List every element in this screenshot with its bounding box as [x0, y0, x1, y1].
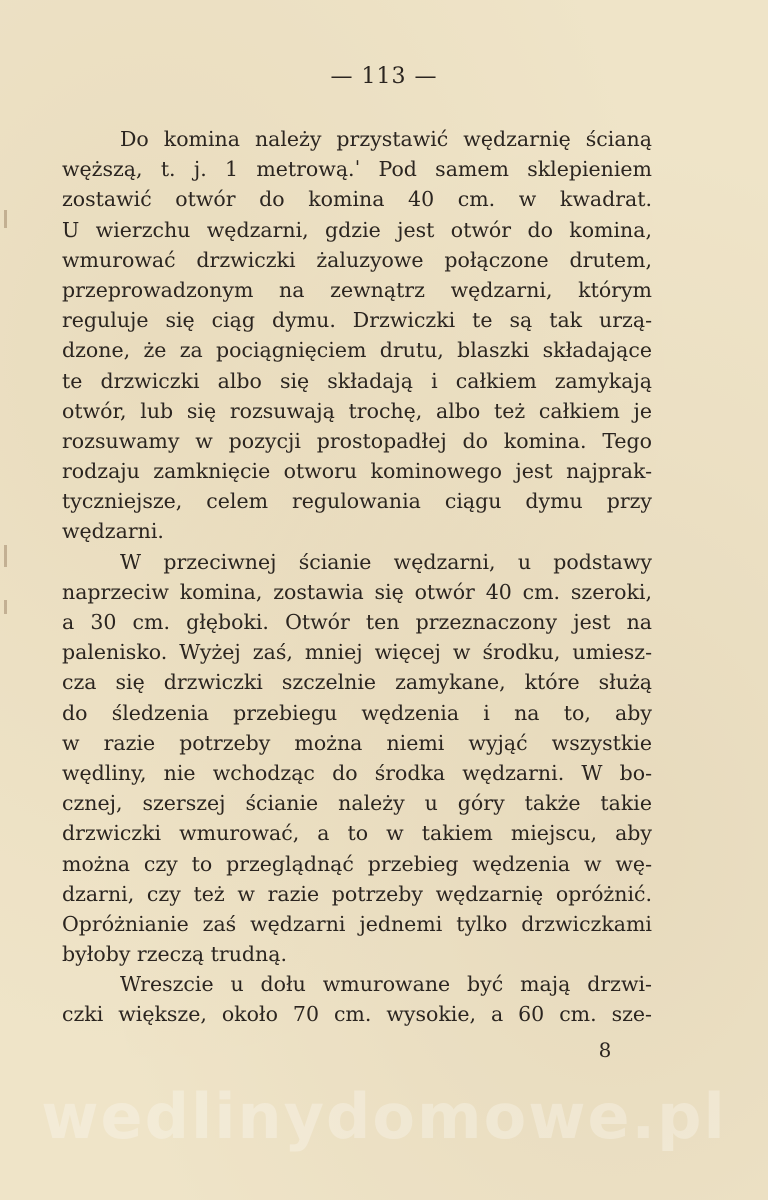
text-line: do śledzenia przebiegu wędzenia i na to, aby: [62, 700, 652, 725]
body-text: [62, 124, 652, 1030]
text-line: zostawić otwór do komina 40 cm. w kwadrat.: [62, 187, 652, 212]
text-line: reguluje się ciąg dymu. Drzwiczki te są tak urzą-: [62, 308, 652, 333]
signature-mark: 8: [598, 1038, 612, 1062]
text-line: w razie potrzeby można niemi wyjąć wszystkie: [62, 730, 652, 755]
text-line: a 30 cm. głęboki. Otwór ten przeznaczony jest na: [62, 610, 652, 634]
text-line: naprzeciw komina, zostawia się otwór 40 cm. szeroki,: [62, 579, 652, 604]
text-line: dzone, że za pociągnięciem drutu, blaszki składające: [62, 338, 652, 363]
text-line: wmurować drzwiczki żaluzyowe połączone drutem,: [62, 247, 652, 272]
edge-mark: [4, 545, 7, 567]
text-line: czki większe, około 70 cm. wysokie, a 60 cm. sze-: [62, 1002, 652, 1027]
edge-mark: [4, 210, 7, 228]
page-number: — 113 —: [330, 64, 438, 89]
text-line: drzwiczki wmurować, a to w takiem miejscu, aby: [62, 821, 652, 846]
text-line: te drzwiczki albo się składają i całkiem zamykają: [62, 368, 652, 393]
text-line: rodzaju zamknięcie otworu kominowego jest najprak-: [62, 459, 652, 484]
text-line: Wreszcie u dołu wmurowane być mają drzwi-: [120, 972, 652, 997]
text-line: tyczniejsze, celem regulowania ciągu dymu przy: [62, 489, 652, 514]
text-line: U wierzchu wędzarni, gdzie jest otwór do komina,: [62, 217, 652, 242]
text-line: wędzarni.: [62, 519, 164, 544]
text-line: rozsuwamy w pozycji prostopadłej do komina. Tego: [62, 428, 652, 453]
watermark: wedlinydomowe.pl: [41, 1080, 727, 1153]
text-line: palenisko. Wyżej zaś, mniej więcej w środku, umiesz-: [62, 640, 652, 665]
text-line: cza się drzwiczki szczelnie zamykane, które służą: [62, 670, 652, 695]
text-line: W przeciwnej ścianie wędzarni, u podstawy: [120, 549, 652, 574]
text-line: otwór, lub się rozsuwają trochę, albo też całkiem je: [62, 398, 652, 423]
text-line: Opróżnianie zaś wędzarni jednemi tylko drzwiczkami: [62, 911, 652, 936]
text-line: wędliny, nie wchodząc do środka wędzarni. W bo-: [62, 760, 652, 785]
text-line: przeprowadzonym na zewnątrz wędzarni, którym: [62, 277, 652, 302]
text-line: można czy to przeglądnąć przebieg wędzenia w wę-: [62, 851, 652, 876]
text-line: Do komina należy przystawić wędzarnię ścianą: [120, 127, 652, 151]
text-line: dzarni, czy też w razie potrzeby wędzarnię opróżnić.: [62, 881, 652, 906]
text-line: byłoby rzeczą trudną.: [62, 942, 287, 967]
text-line: węższą, t. j. 1 metrową.ˈ Pod samem sklepieniem: [62, 157, 652, 182]
edge-mark: [4, 600, 7, 614]
text-line: cznej, szerszej ścianie należy u góry także takie: [62, 791, 652, 816]
